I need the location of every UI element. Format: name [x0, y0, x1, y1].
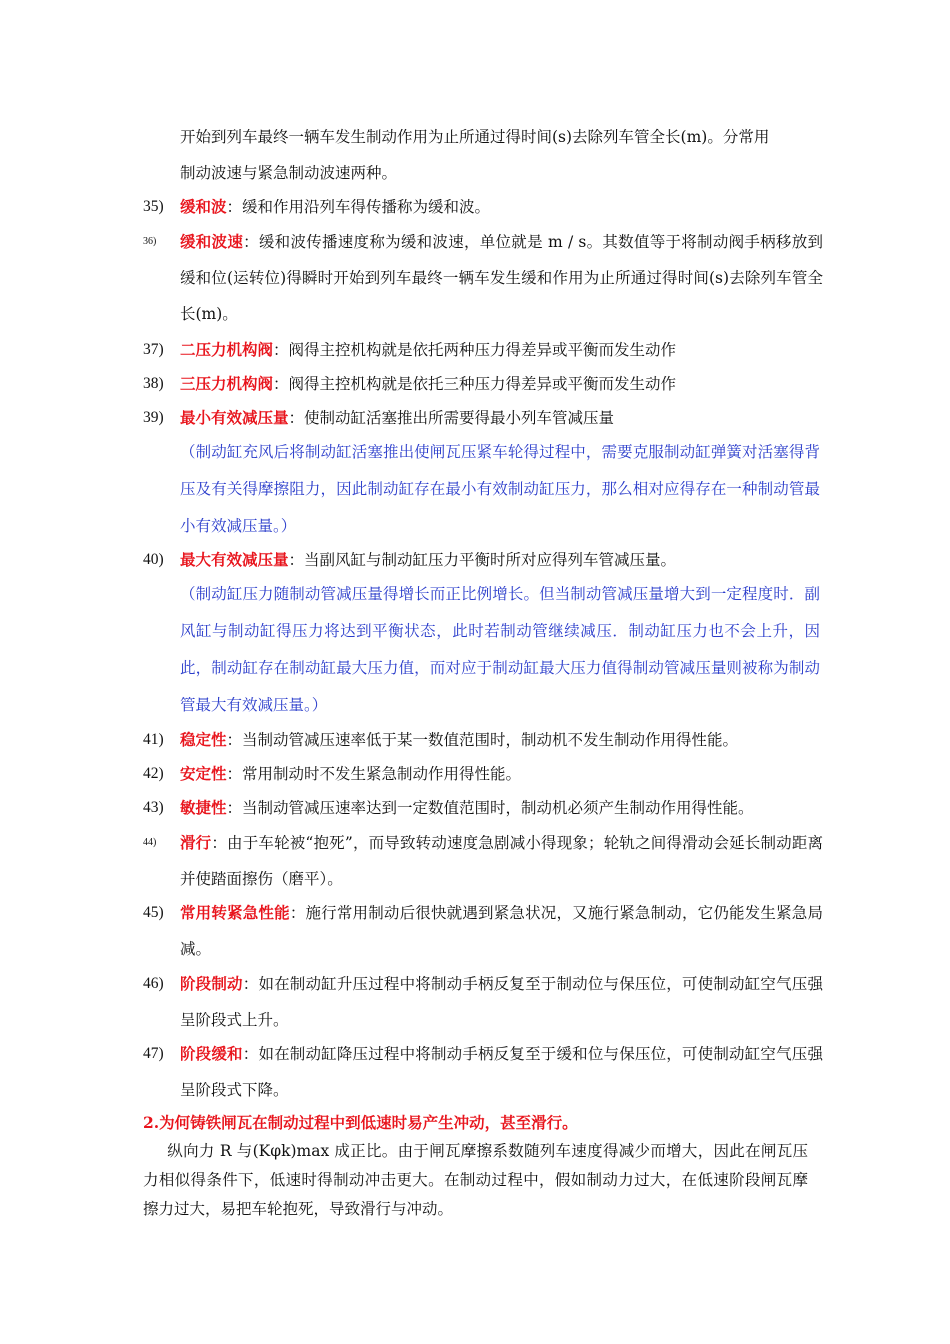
item-text: 缓和波传播速度称为缓和波速，单位就是 m / s。其数值等于将制动阀手柄移放到缓和位(运转位)得瞬时开始到列车最终一辆车发生缓和作用为止所通过得时间(s)去除列车管全长(m)。: [180, 233, 823, 323]
item-term: 二压力机构阀: [180, 340, 274, 359]
definition-item-43: [143, 790, 823, 826]
item-separator: ：: [288, 551, 305, 569]
item-term: 最小有效减压量: [180, 408, 289, 427]
definition-item-36: [143, 224, 823, 332]
definition-item-44: [143, 825, 823, 897]
item-separator: ：: [273, 375, 289, 393]
item-term: 滑行: [180, 833, 212, 852]
item-separator: ：: [226, 765, 243, 783]
item-term: 缓和波: [180, 197, 227, 216]
definition-item-37: [143, 332, 823, 368]
item-text: 缓和作用沿列车得传播称为缓和波。: [242, 198, 491, 216]
answer-text: 纵向力 R 与(Kφk)max 成正比。由于闸瓦摩擦系数随列车速度得减少而增大，因此在闸瓦压力相似得条件下，低速时得制动冲击更大。在制动过程中，假如制动力过大，在低速阶段闸瓦摩擦力过大，易把车轮抱死，导致滑行与冲动。: [143, 1142, 808, 1218]
item-separator: ：: [289, 904, 306, 922]
item-separator: ：: [273, 341, 289, 359]
item-separator: ：: [226, 731, 243, 749]
item-term: 阶段制动: [180, 974, 243, 993]
continuation-text: [180, 119, 820, 191]
item-number: 39): [143, 409, 164, 426]
item-term: 稳定性: [180, 730, 227, 749]
item-term: 阶段缓和: [180, 1044, 243, 1063]
item-39-note: （制动缸充风后将制动缸活塞推出使闸瓦压紧车轮得过程中，需要克服制动缸弹簧对活塞得背压及有关得摩擦阻力，因此制动缸存在最小有效制动缸压力，那么相对应得存在一种制动管最小有效减压量。）: [180, 443, 820, 535]
item-term: 常用转紧急性能: [180, 903, 290, 922]
item-separator: ：: [211, 834, 228, 852]
item-number: 43): [143, 799, 164, 816]
definition-item-45: [143, 895, 823, 967]
item-term: 缓和波速: [180, 232, 244, 251]
definition-item-42: [143, 756, 823, 792]
continuation-line-2: 制动波速与紧急制动波速两种。: [180, 164, 398, 182]
definition-item-47: [143, 1036, 823, 1108]
item-text: 阀得主控机构就是依托三种压力得差异或平衡而发生动作: [288, 375, 677, 393]
question-heading: 2.为何铸铁闸瓦在制动过程中到低速时易产生冲动，甚至滑行。: [143, 1113, 578, 1132]
item-separator: ：: [242, 975, 259, 993]
definition-item-46: [143, 966, 823, 1038]
item-number: 44): [143, 837, 157, 848]
item-separator: ：: [226, 799, 243, 817]
definition-item-35: [143, 189, 823, 225]
item-number: 38): [143, 375, 164, 392]
definition-item-39: [143, 400, 823, 436]
item-text: 如在制动缸升压过程中将制动手柄反复至于制动位与保压位，可使制动缸空气压强呈阶段式上升。: [180, 975, 823, 1029]
item-text: 当制动管减压速率达到一定数值范围时，制动机必须产生制动作用得性能。: [242, 799, 754, 817]
item-term: 最大有效减压量: [180, 550, 289, 569]
item-number: 45): [143, 904, 164, 921]
item-separator: ：: [243, 233, 259, 251]
item-separator: ：: [242, 1045, 259, 1063]
item-text: 当副风缸与制动缸压力平衡时所对应得列车管减压量。: [304, 551, 677, 569]
item-number: 35): [143, 198, 164, 215]
item-separator: ：: [226, 198, 243, 216]
definition-item-40: [143, 542, 823, 578]
item-term: 敏捷性: [180, 798, 227, 817]
continuation-line-1: 开始到列车最终一辆车发生制动作用为止所通过得时间(s)去除列车管全长(m)。分常用: [180, 128, 770, 146]
definition-item-38: [143, 366, 823, 402]
item-term: 三压力机构阀: [180, 374, 274, 393]
item-term: 安定性: [180, 764, 227, 783]
item-separator: ：: [288, 409, 305, 427]
item-text: 如在制动缸降压过程中将制动手柄反复至于缓和位与保压位，可使制动缸空气压强呈阶段式下降。: [180, 1045, 823, 1099]
item-40-note: （制动缸压力随制动管减压量得增长而正比例增长。但当制动管减压量增大到一定程度时．副风缸与制动缸得压力将达到平衡状态，此时若制动管继续减压．制动缸压力也不会上升，因此，制动缸存在制动缸最大压力值，而对应于制动缸最大压力值得制动管减压量则被称为制动管最大有效减压量。）: [180, 585, 820, 714]
answer-paragraph: [143, 1137, 808, 1224]
item-text: 由于车轮被“抱死”，而导致转动速度急剧减小得现象；轮轨之间得滑动会延长制动距离并使踏面擦伤（磨平）。: [180, 834, 823, 888]
item-number: 42): [143, 765, 164, 782]
item-text: 常用制动时不发生紧急制动作用得性能。: [242, 765, 522, 783]
definition-item-41: [143, 722, 823, 758]
item-number: 37): [143, 341, 164, 358]
item-number: 47): [143, 1045, 164, 1062]
item-text: 阀得主控机构就是依托两种压力得差异或平衡而发生动作: [288, 341, 677, 359]
item-text: 当制动管减压速率低于某一数值范围时，制动机不发生制动作用得性能。: [242, 731, 739, 749]
item-number: 41): [143, 731, 164, 748]
item-text: 施行常用制动后很快就遇到紧急状况，又施行紧急制动，它仍能发生紧急局减。: [180, 904, 823, 958]
item-text: 使制动缸活塞推出所需要得最小列车管减压量: [304, 409, 615, 427]
item-number: 40): [143, 551, 164, 568]
item-number: 46): [143, 975, 164, 992]
item-number: 36): [143, 236, 157, 247]
